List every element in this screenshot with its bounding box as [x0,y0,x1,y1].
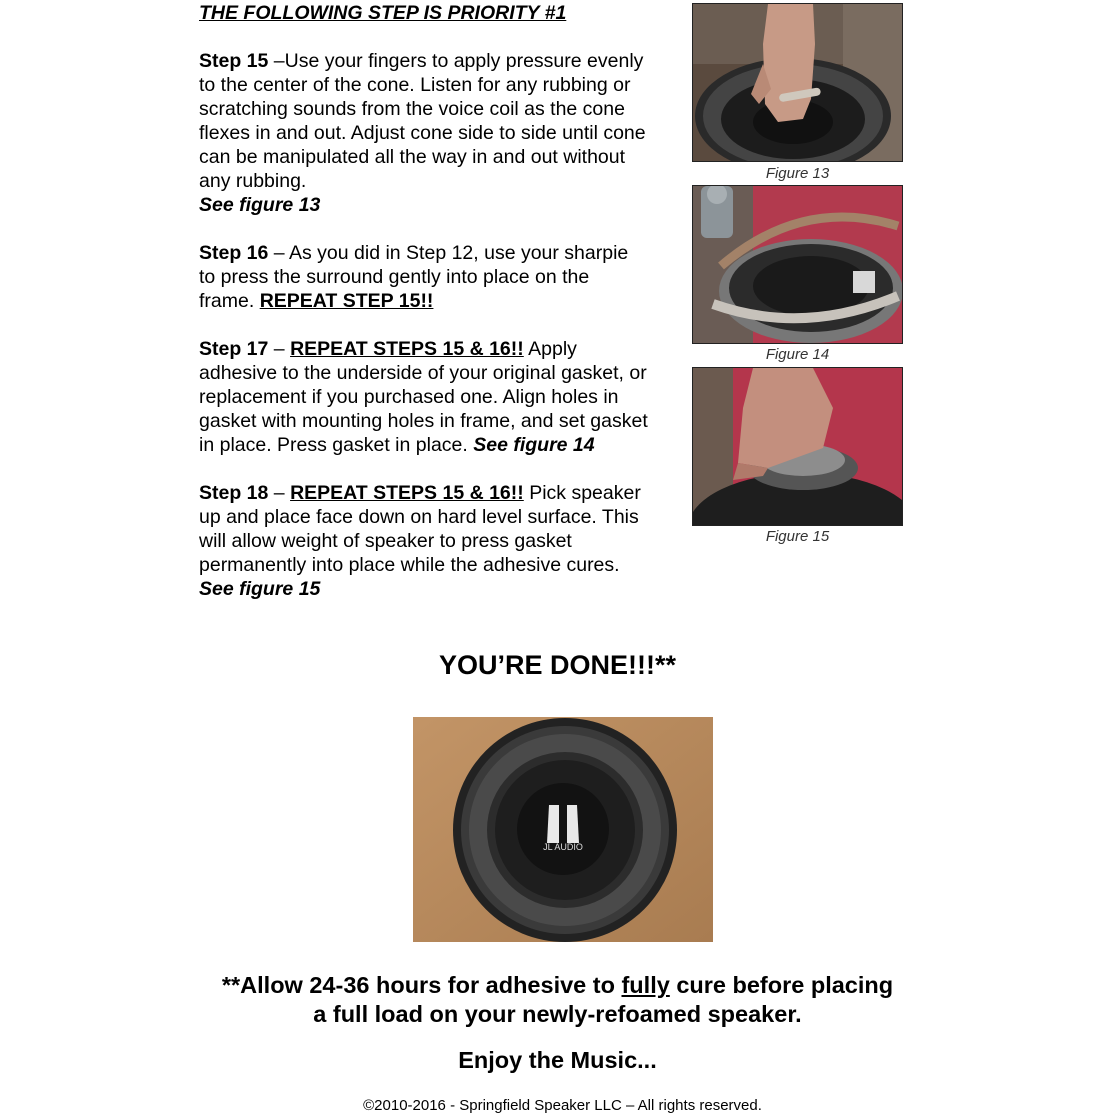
copyright-footer: ©2010-2016 - Springfield Speaker LLC – All rights reserved. [363,1097,762,1114]
figure-15-photo [692,367,903,526]
step-18-repeat: REPEAT STEPS 15 & 16!! [290,482,524,504]
instructions-column [199,0,649,601]
step-17-dash: – [268,338,291,360]
step-18-label: Step 18 [199,482,269,504]
cure-note-fully: fully [621,972,670,998]
figure-14-caption: Figure 14 [765,346,830,363]
step-17-text: Apply adhesive to the underside of your original gasket, or replacement if you purchased one. Align holes in gasket with mounting holes in frame, and set gasket in place. Press gasket in place. [199,338,648,456]
figure-14-photo [692,185,903,344]
step-18-see-figure: See figure 15 [199,578,321,600]
step-17 [199,337,649,457]
cure-note-part2: cure before placing [669,972,894,998]
cure-note-part1: **Allow 24-36 hours for adhesive to [221,972,622,998]
done-heading: YOU’RE DONE!!!** [438,650,676,680]
priority-heading: THE FOLLOWING STEP IS PRIORITY #1 [199,2,567,24]
step-15-text: –Use your fingers to apply pressure evenly to the center of the cone. Listen for any rubbing or scratching sounds from the voice coil as the cone flexes in and out. Adjust cone side to side until cone can be manipulated all the way in and out without any rubbing. [199,50,646,192]
step-18-text: Pick speaker up and place face down on hard level surface. This will allow weight of speaker to press gasket permanently into place while the adhesive cures. [199,482,641,576]
step-15-see-figure: See figure 13 [199,194,321,216]
step-16-label: Step 16 [199,242,269,264]
step-18 [199,481,649,601]
step-16-text: – As you did in Step 12, use your sharpie to press the surround gently into place on the frame. [199,242,629,312]
finished-speaker-photo [413,717,713,942]
figure-15-caption: Figure 15 [765,528,830,545]
jl-audio-logo: JL AUDIO [543,842,583,852]
step-15 [199,49,649,217]
cure-time-note [0,971,1115,1029]
step-17-repeat: REPEAT STEPS 15 & 16!! [290,338,524,360]
step-17-label: Step 17 [199,338,269,360]
figure-13-photo [692,3,903,162]
step-16 [199,241,649,313]
step-17-see-figure: See figure 14 [473,434,595,456]
step-16-repeat: REPEAT STEP 15!! [259,290,434,312]
step-15-label: Step 15 [199,50,269,72]
step-18-dash: – [268,482,291,504]
figure-13-caption: Figure 13 [765,165,830,182]
cure-note-line2: a full load on your newly-refoamed speaker. [313,1001,802,1027]
enjoy-message: Enjoy the Music... [458,1047,657,1073]
